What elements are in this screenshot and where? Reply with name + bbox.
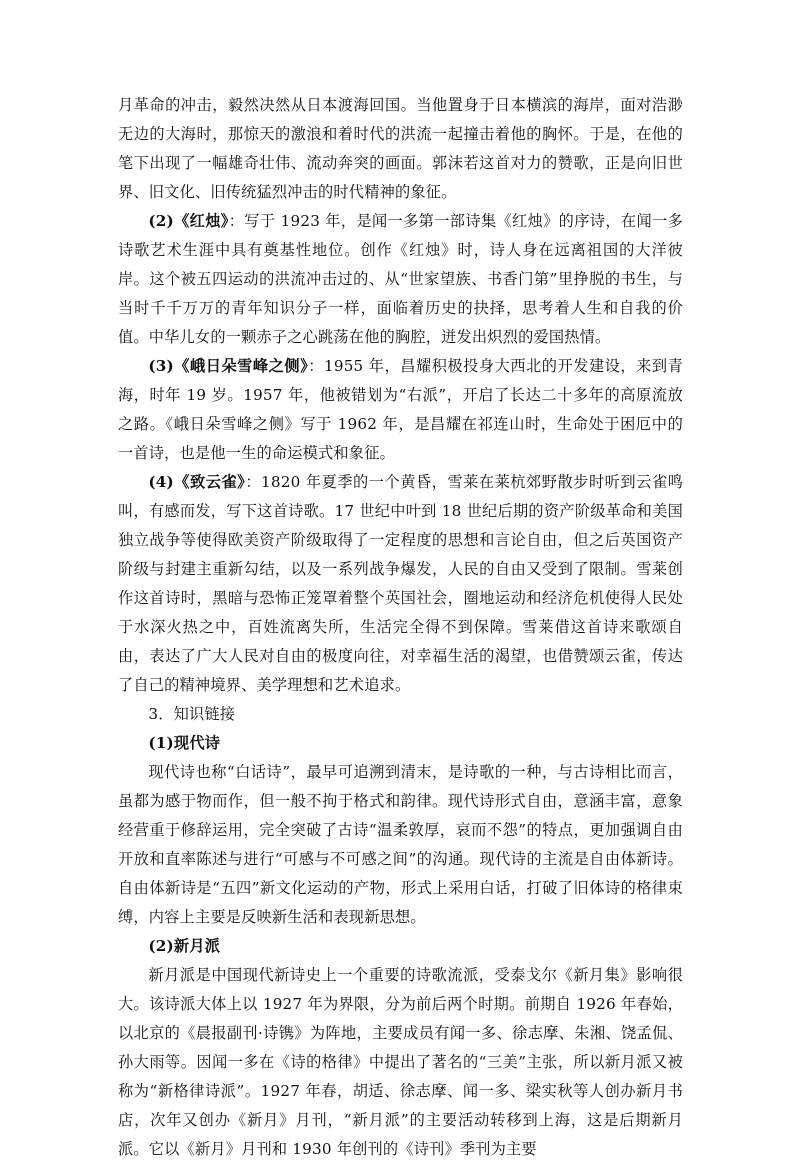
document-page <box>118 91 683 1164</box>
paragraph-continuation: 月革命的冲击，毅然决然从日本渡海回国。当他置身于日本横滨的海岸，面对浩渺无边的大海时，那惊天的激浪和着时代的洪流一起撞击着他的胸怀。于是，在他的笔下出现了一幅雄奇壮伟、流动奔突的画面。郭沫若这首对力的赞歌，正是向旧世界、旧文化、旧传统猛烈冲击的时代精神的象征。 <box>118 96 683 201</box>
subheading-crescent-school: (2)新月派 <box>148 937 221 955</box>
section-heading-knowledge-link: 3．知识链接 <box>148 705 236 723</box>
paragraph-erido-peak <box>118 352 683 468</box>
item-text-red-candle: ：写于 1923 年，是闻一多第一部诗集《红烛》的序诗，在闻一多诗歌艺术生涯中具有奠基性地位。创作《红烛》时，诗人身在远离祖国的大洋彼岸。这个被五四运动的洪流冲击过的、从“世家望族、书香门第”里挣脱的书生，与当时千千万万的青年知识分子一样，面临着历史的抉择，思考着人生和自我的价值。中华儿女的一颗赤子之心跳荡在他的胸腔，迸发出炽烈的爱国热情。 <box>118 212 683 346</box>
item-label-erido-peak: (3)《峨日朵雪峰之侧》 <box>148 357 309 375</box>
paragraph-red-candle <box>118 207 683 352</box>
item-label-red-candle: (2)《红烛》 <box>148 212 229 230</box>
item-text-skylark: ：1820 年夏季的一个黄昏，雪莱在莱杭郊野散步时听到云雀鸣叫，有感而发，写下这首诗歌。17 世纪中叶到 18 世纪后期的资产阶级革命和美国独立战争等使得欧美资产阶级取得了一定程度的思想和言论自由，但之后英国资产阶级与封建主重新勾结，以及一系列战争爆发，人民的自由又受到了限制。雪莱创作这首诗时，黑暗与恐怖正笼罩着整个英国社会，圈地运动和经济危机使得人民处于水深火热之中，百姓流离失所，生活完全得不到保障。雪莱借这首诗来歌颂自由，表达了广大人民对自由的极度向往，对幸福生活的渴望，也借赞颂云雀，传达了自己的精神境界、美学理想和艺术追求。 <box>118 473 683 694</box>
item-text-erido-peak: ：1955 年，昌耀积极投身大西北的开发建设，来到青海，时年 19 岁。1957 年，他被错划为“右派”，开启了长达二十多年的高原流放之路。《峨日朵雪峰之侧》写于 1962 年，是昌耀在祁连山时，生命处于困厄中的一首诗，也是他一生的命运模式和象征。 <box>118 357 683 462</box>
paragraph-crescent-school: 新月派是中国现代新诗史上一个重要的诗歌流派，受泰戈尔《新月集》影响很大。该诗派大体上以 1927 年为界限，分为前后两个时期。前期自 1926 年春始，以北京的《晨报副刊·诗镌》为阵地，主要成员有闻一多、徐志摩、朱湘、饶孟侃、孙大雨等。因闻一多在《诗的格律》中提出了著名的“三美”主张，所以新月派又被称为“新格律诗派”。1927 年春，胡适、徐志摩、闻一多、梁实秋等人创办新月书店，次年又创办《新月》月刊，“新月派”的主要活动转移到上海，这是后期新月派。它以《新月》月刊和 1930 年创刊的《诗刊》季刊为主要 <box>118 966 683 1158</box>
item-label-skylark: (4)《致云雀》 <box>148 473 246 491</box>
paragraph-skylark <box>118 468 683 700</box>
subheading-modern-poetry: (1)现代诗 <box>148 734 221 752</box>
paragraph-modern-poetry: 现代诗也称“白话诗”，最早可追溯到清末，是诗歌的一种，与古诗相比而言，虽都为感于物而作，但一般不拘于格式和韵律。现代诗形式自由，意涵丰富，意象经营重于修辞运用，完全突破了古诗“温柔敦厚，哀而不怨”的特点，更加强调自由开放和直率陈述与进行“可感与不可感之间”的沟通。现代诗的主流是自由体新诗。自由体新诗是“五四”新文化运动的产物，形式上采用白话，打破了旧体诗的格律束缚，内容上主要是反映新生活和表现新思想。 <box>118 763 683 926</box>
